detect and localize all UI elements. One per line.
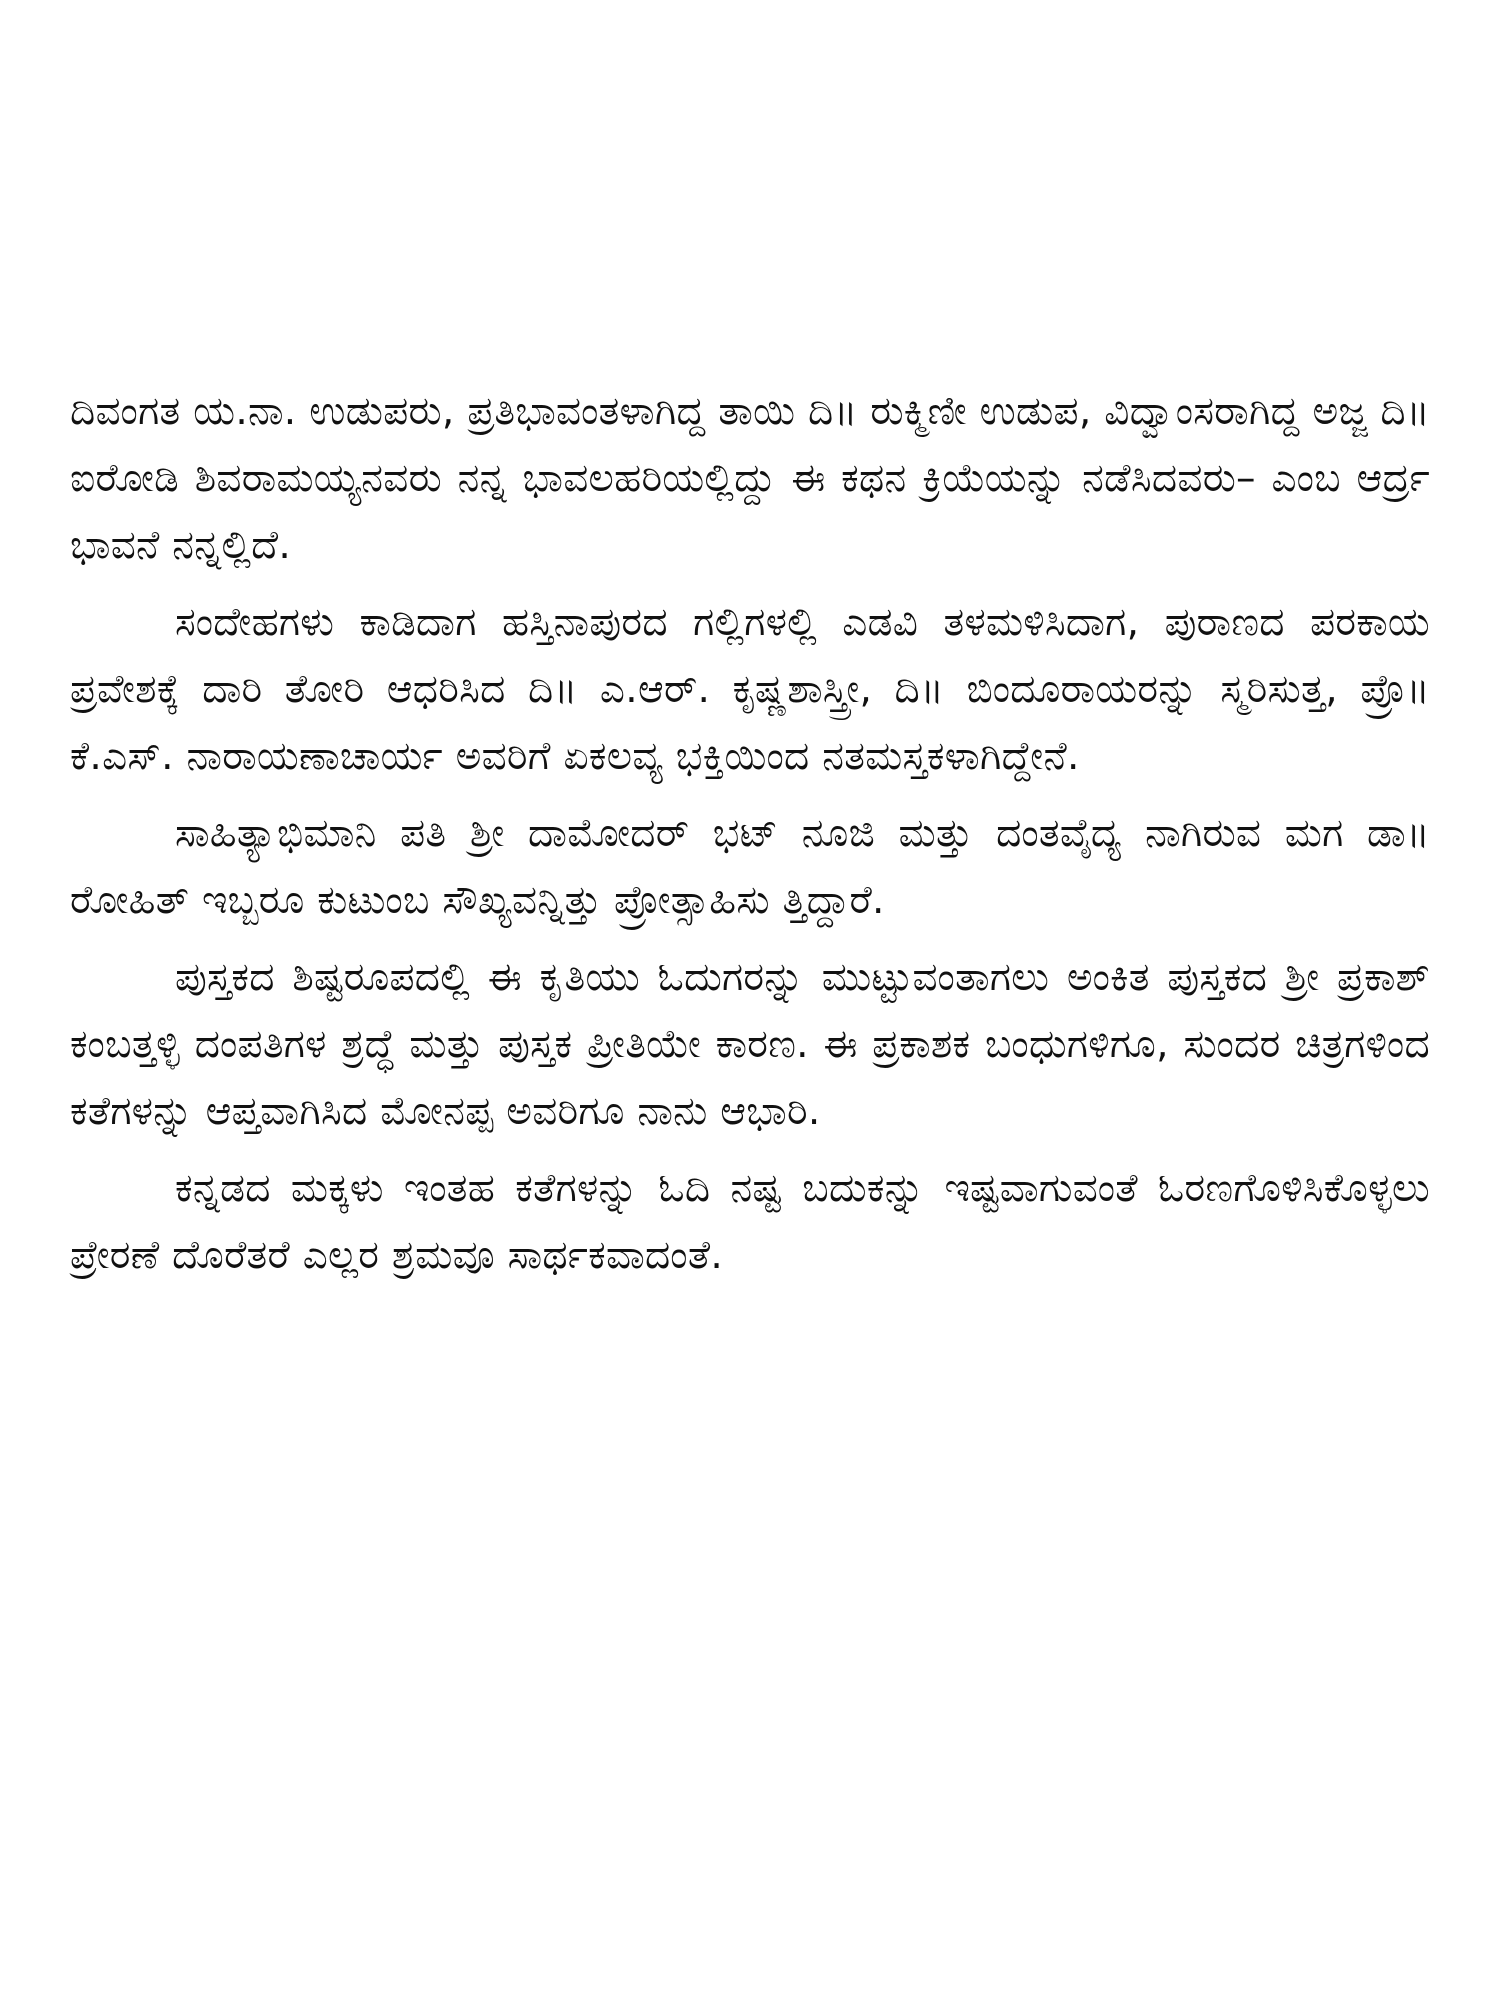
- paragraph-3: ಸಾಹಿತ್ಯಾಭಿಮಾನಿ ಪತಿ ಶ್ರೀ ದಾಮೋದರ್ ಭಟ್ ನೂಜಿ ಮತ್ತು ದಂತವೈದ್ಯ ನಾಗಿರುವ ಮಗ ಡಾ॥ ರೋಹಿತ್ ಇಬ್ಬರೂ ಕುಟುಂಬ ಸೌಖ್ಯವನ್ನಿತ್ತು ಪ್ರೋತ್ಸಾಹಿಸು ತ್ತಿದ್ದಾರೆ.: [70, 811, 1430, 923]
- paragraph-2: ಸಂದೇಹಗಳು ಕಾಡಿದಾಗ ಹಸ್ತಿನಾಪುರದ ಗಲ್ಲಿಗಳಲ್ಲಿ ಎಡವಿ ತಳಮಳಿಸಿದಾಗ, ಪುರಾಣದ ಪರಕಾಯ ಪ್ರವೇಶಕ್ಕೆ ದಾರಿ ತೋರಿ ಆಧರಿಸಿದ ದಿ॥ ಎ.ಆರ್. ಕೃಷ್ಣಶಾಸ್ತ್ರೀ, ದಿ॥ ಬಿಂದೂರಾಯರನ್ನು ಸ್ಮರಿಸುತ್ತ, ಪ್ರೊ॥ ಕೆ.ಎಸ್. ನಾರಾಯಣಾಚಾರ್ಯ ಅವರಿಗೆ ಏಕಲವ್ಯ ಭಕ್ತಿಯಿಂದ ನತಮಸ್ತಕಳಾಗಿದ್ದೇನೆ.: [70, 600, 1430, 779]
- body-text: [70, 378, 1430, 1299]
- paragraph-5: ಕನ್ನಡದ ಮಕ್ಕಳು ಇಂತಹ ಕತೆಗಳನ್ನು ಓದಿ ನಷ್ಟ ಬದುಕನ್ನು ಇಷ್ಟವಾಗುವಂತೆ ಓರಣಗೊಳಿಸಿಕೊಳ್ಳಲು ಪ್ರೇರಣೆ ದೊರೆತರೆ ಎಲ್ಲರ ಶ್ರಮವೂ ಸಾರ್ಥಕವಾದಂತೆ.: [70, 1166, 1430, 1278]
- paragraph-4: ಪುಸ್ತಕದ ಶಿಷ್ಟರೂಪದಲ್ಲಿ ಈ ಕೃತಿಯು ಓದುಗರನ್ನು ಮುಟ್ಟುವಂತಾಗಲು ಅಂಕಿತ ಪುಸ್ತಕದ ಶ್ರೀ ಪ್ರಕಾಶ್ ಕಂಬತ್ತಳ್ಳಿ ದಂಪತಿಗಳ ಶ್ರದ್ಧೆ ಮತ್ತು ಪುಸ್ತಕ ಪ್ರೀತಿಯೇ ಕಾರಣ. ಈ ಪ್ರಕಾಶಕ ಬಂಧುಗಳಿಗೂ, ಸುಂದರ ಚಿತ್ರಗಳಿಂದ ಕತೆಗಳನ್ನು ಆಪ್ತವಾಗಿಸಿದ ಮೋನಪ್ಪ ಅವರಿಗೂ ನಾನು ಆಭಾರಿ.: [70, 955, 1430, 1134]
- paragraph-1: ದಿವಂಗತ ಯ.ನಾ. ಉಡುಪರು, ಪ್ರತಿಭಾವಂತಳಾಗಿದ್ದ ತಾಯಿ ದಿ॥ ರುಕ್ಮಿಣೀ ಉಡುಪ, ವಿದ್ವಾಂಸರಾಗಿದ್ದ ಅಜ್ಜ ದಿ॥ ಐರೋಡಿ ಶಿವರಾಮಯ್ಯನವರು ನನ್ನ ಭಾವಲಹರಿಯಲ್ಲಿದ್ದು ಈ ಕಥನ ಕ್ರಿಯೆಯನ್ನು ನಡೆಸಿದವರು– ಎಂಬ ಆರ್ದ್ರ ಭಾವನೆ ನನ್ನಲ್ಲಿದೆ.: [70, 389, 1430, 568]
